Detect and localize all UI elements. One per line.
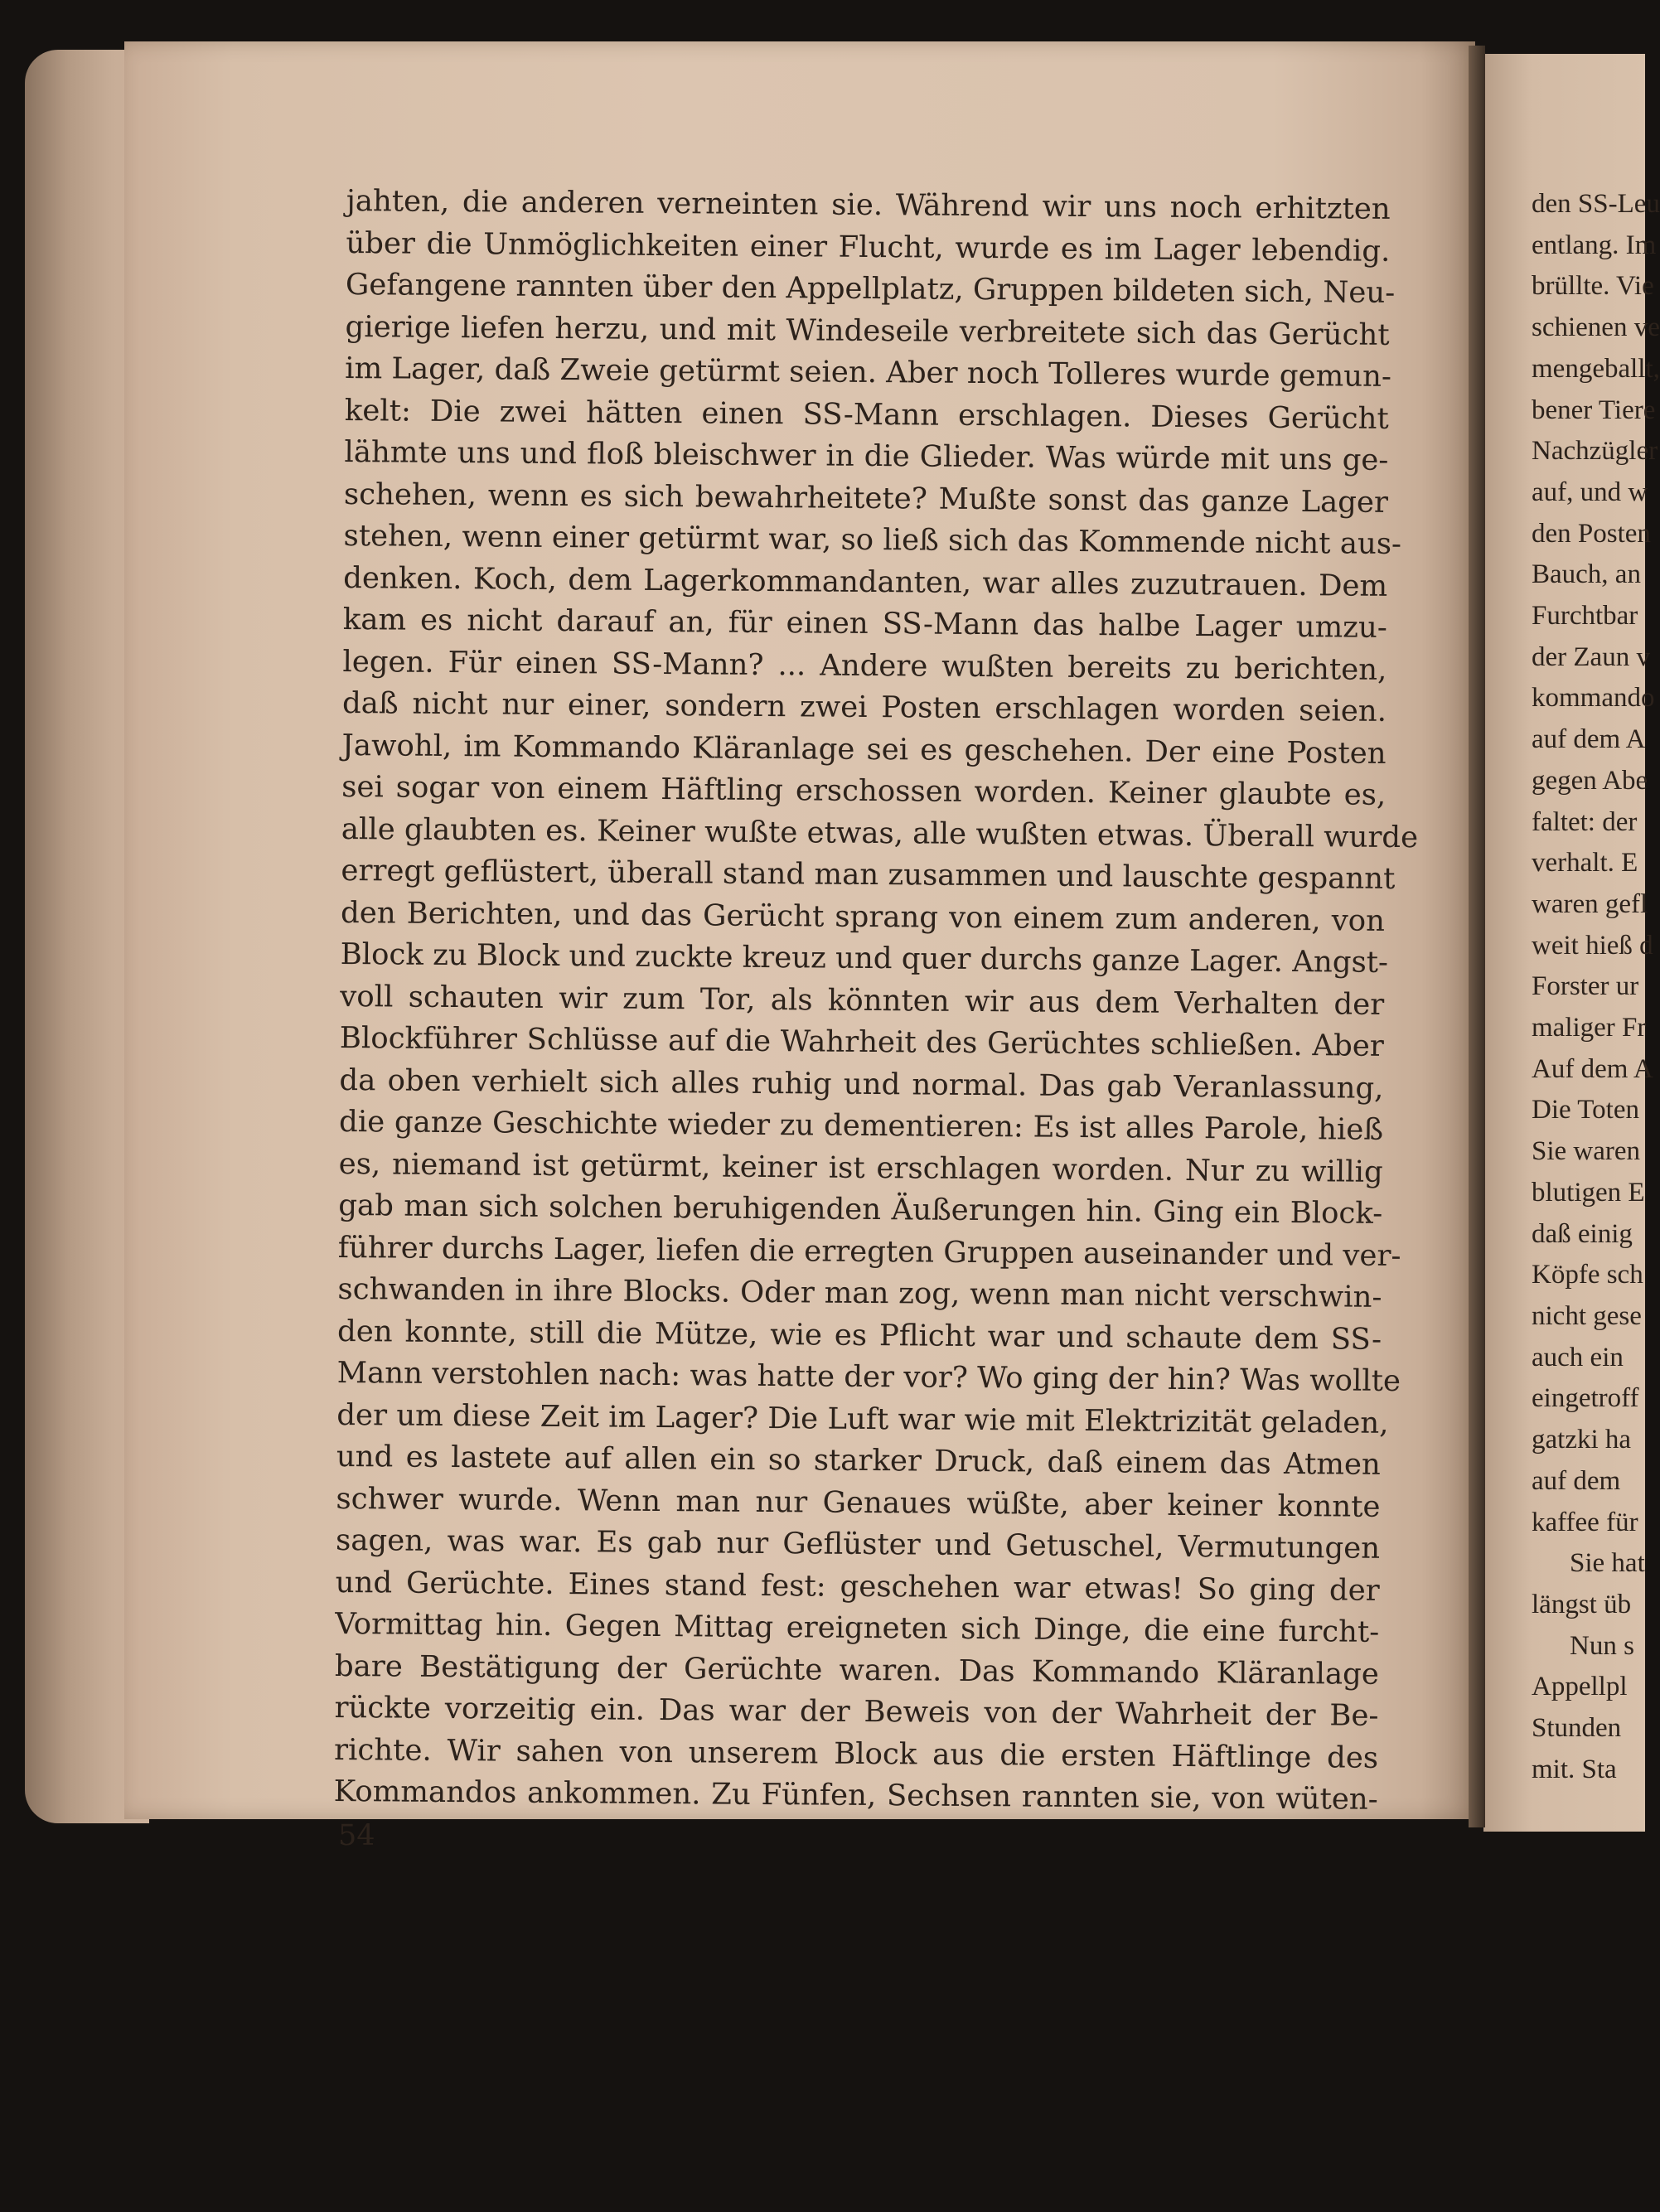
text-line: Kommandos ankommen. Zu Fünfen, Sechsen rannten sie, von wüten- <box>333 1774 1378 1817</box>
text-line-fragment: schienen ve <box>1532 312 1660 343</box>
text-line: die ganze Geschichte wieder zu dementieren: Es ist alles Parole, hieß <box>338 1104 1384 1147</box>
left-page-text <box>333 181 1419 1821</box>
text-line-fragment: Appellpl <box>1532 1672 1628 1702</box>
text-line: Block zu Block und zuckte kreuz und quer durchs ganze Lager. Angst- <box>340 937 1389 980</box>
text-line-fragment: den Posten <box>1532 518 1651 549</box>
text-line: kam es nicht darauf an, für einen SS-Mann das halbe Lager umzu- <box>342 602 1387 645</box>
text-line: bare Bestätigung der Gerüchte waren. Das Kommando Kläranlage <box>334 1648 1380 1692</box>
text-line-fragment: weit hieß d <box>1532 930 1653 961</box>
text-line-fragment: Furchtbar <box>1532 601 1638 632</box>
text-line: denken. Koch, dem Lagerkommandanten, war alles zuzutrauen. Dem <box>343 560 1388 603</box>
text-line: führer durchs Lager, liefen die erregten Gruppen auseinander und ver- <box>337 1230 1401 1273</box>
text-line: Vormittag hin. Gegen Mittag ereigneten sich Dinge, die eine furcht- <box>335 1606 1380 1649</box>
text-line-fragment: gegen Abe <box>1532 765 1648 796</box>
text-line-fragment: eingetroff <box>1532 1383 1639 1414</box>
text-line-fragment: verhalt. E <box>1532 848 1638 879</box>
text-line: Blockführer Schlüsse auf die Wahrheit des Gerüchtes schließen. Aber <box>339 1020 1384 1063</box>
text-line-fragment: maliger Fr <box>1532 1013 1647 1043</box>
text-line-fragment: Auf dem A <box>1532 1053 1653 1084</box>
text-line-fragment: mit. Sta <box>1532 1754 1617 1784</box>
book-gutter <box>1469 46 1485 1827</box>
text-line: der um diese Zeit im Lager? Die Luft war wie mit Elektrizität geladen, <box>336 1397 1389 1440</box>
text-line: den Berichten, und das Gerücht sprang von einem zum anderen, von <box>340 895 1386 938</box>
text-line: im Lager, daß Zweie getürmt seien. Aber noch Tolleres wurde gemun- <box>345 351 1392 394</box>
text-line-fragment: auf, und w <box>1532 477 1648 507</box>
text-line: rückte vorzeitig ein. Das war der Beweis von der Wahrheit der Be- <box>334 1690 1379 1733</box>
text-line-fragment: blutigen E <box>1532 1177 1645 1208</box>
text-line-fragment: Stunden <box>1532 1713 1622 1744</box>
text-line-fragment: Nachzügler <box>1532 436 1658 467</box>
text-line-fragment: kaffee für <box>1532 1507 1638 1537</box>
text-line: voll schauten wir zum Tor, als könnten wir aus dem Verhalten der <box>340 979 1385 1022</box>
text-line-fragment: Forster ur <box>1532 971 1639 1002</box>
page-number: 54 <box>338 1819 375 1852</box>
text-line: erregt geflüstert, überall stand man zusammen und lauschte gespannt <box>341 853 1396 896</box>
text-line-fragment: Sie hat <box>1570 1548 1645 1579</box>
text-line: da oben verhielt sich alles ruhig und normal. Das gab Veranlassung, <box>339 1062 1384 1106</box>
text-line-fragment: Köpfe sch <box>1532 1260 1643 1290</box>
text-line-fragment: mengeballt, <box>1532 353 1660 384</box>
text-line: Gefangene rannten über den Appellplatz, Gruppen bildeten sich, Neu- <box>345 267 1396 310</box>
text-line-fragment: der Zaun v <box>1532 641 1650 672</box>
text-line-fragment: gatzki ha <box>1532 1425 1632 1455</box>
text-line-fragment: auch ein <box>1532 1342 1624 1372</box>
text-line: lähmte uns und floß bleischwer in die Glieder. Was würde mit uns ge- <box>344 434 1389 477</box>
text-line-fragment: längst üb <box>1532 1589 1632 1619</box>
text-line: und Gerüchte. Eines stand fest: geschehen war etwas! So ging der <box>335 1565 1380 1608</box>
text-line-fragment: Sie waren <box>1532 1136 1641 1167</box>
text-line: jahten, die anderen verneinten sie. Während wir uns noch erhitzten <box>346 183 1391 226</box>
text-line-fragment: den SS-Leu <box>1532 189 1660 219</box>
text-line-fragment: Nun s <box>1570 1630 1634 1661</box>
text-line-fragment: Bauch, an <box>1532 559 1641 590</box>
text-line-fragment: kommando <box>1532 683 1655 714</box>
text-line: über die Unmöglichkeiten einer Flucht, wurde es im Lager lebendig. <box>346 225 1391 269</box>
text-line-fragment: bener Tiere <box>1532 394 1656 425</box>
text-line: richte. Wir sahen von unserem Block aus die ersten Häftlinge des <box>333 1732 1379 1775</box>
text-line: und es lastete auf allen ein so starker Druck, daß einem das Atmen <box>336 1439 1382 1482</box>
text-line-fragment: faltet: der <box>1532 806 1638 837</box>
text-line: Jawohl, im Kommando Kläranlage sei es geschehen. Der eine Posten <box>341 728 1387 771</box>
text-line: es, niemand ist getürmt, keiner ist erschlagen worden. Nur zu willig <box>338 1146 1383 1189</box>
text-line-fragment: Die Toten <box>1532 1095 1639 1125</box>
right-page-text <box>1532 184 1660 1790</box>
text-line-fragment: daß einig <box>1532 1218 1633 1249</box>
text-line: Mann verstohlen nach: was hatte der vor? Wo ging der hin? Was wollte <box>336 1355 1401 1399</box>
text-line-fragment: waren gefl <box>1532 888 1648 919</box>
text-line: den konnte, still die Mütze, wie es Pflicht war und schaute dem SS- <box>336 1314 1382 1357</box>
text-line: gierige liefen herzu, und mit Windeseile verbreitete sich das Gerücht <box>345 309 1390 352</box>
text-line-fragment: auf dem A <box>1532 724 1646 755</box>
text-line: sei sogar von einem Häftling erschossen worden. Keiner glaubte es, <box>341 769 1387 812</box>
text-line: legen. Für einen SS-Mann? ... Andere wußten bereits zu berichten, <box>342 644 1387 687</box>
text-line: gab man sich solchen beruhigenden Äußerungen hin. Ging ein Block- <box>338 1188 1383 1231</box>
text-line: stehen, wenn einer getürmt war, so ließ sich das Kommende nicht aus- <box>343 518 1402 562</box>
text-line: schwanden in ihre Blocks. Oder man zog, wenn man nicht verschwin- <box>337 1271 1382 1314</box>
text-line-fragment: entlang. Im <box>1532 230 1657 260</box>
text-line: sagen, was war. Es gab nur Geflüster und Getuschel, Vermutungen <box>335 1522 1381 1566</box>
text-line: schwer wurde. Wenn man nur Genaues wüßte, aber keiner konnte <box>336 1481 1381 1524</box>
text-line: alle glaubten es. Keiner wußte etwas, alle wußten etwas. Überall wurde <box>341 811 1419 854</box>
text-line-fragment: brüllte. Vie <box>1532 271 1654 302</box>
text-line: daß nicht nur einer, sondern zwei Posten erschlagen worden seien. <box>341 685 1387 728</box>
text-line-fragment: nicht gese <box>1532 1300 1642 1331</box>
text-line: schehen, wenn es sich bewahrheitete? Mußte sonst das ganze Lager <box>343 477 1389 520</box>
text-line-fragment: auf dem <box>1532 1465 1621 1496</box>
text-line: kelt: Die zwei hätten einen SS-Mann erschlagen. Dieses Gerücht <box>344 393 1389 436</box>
